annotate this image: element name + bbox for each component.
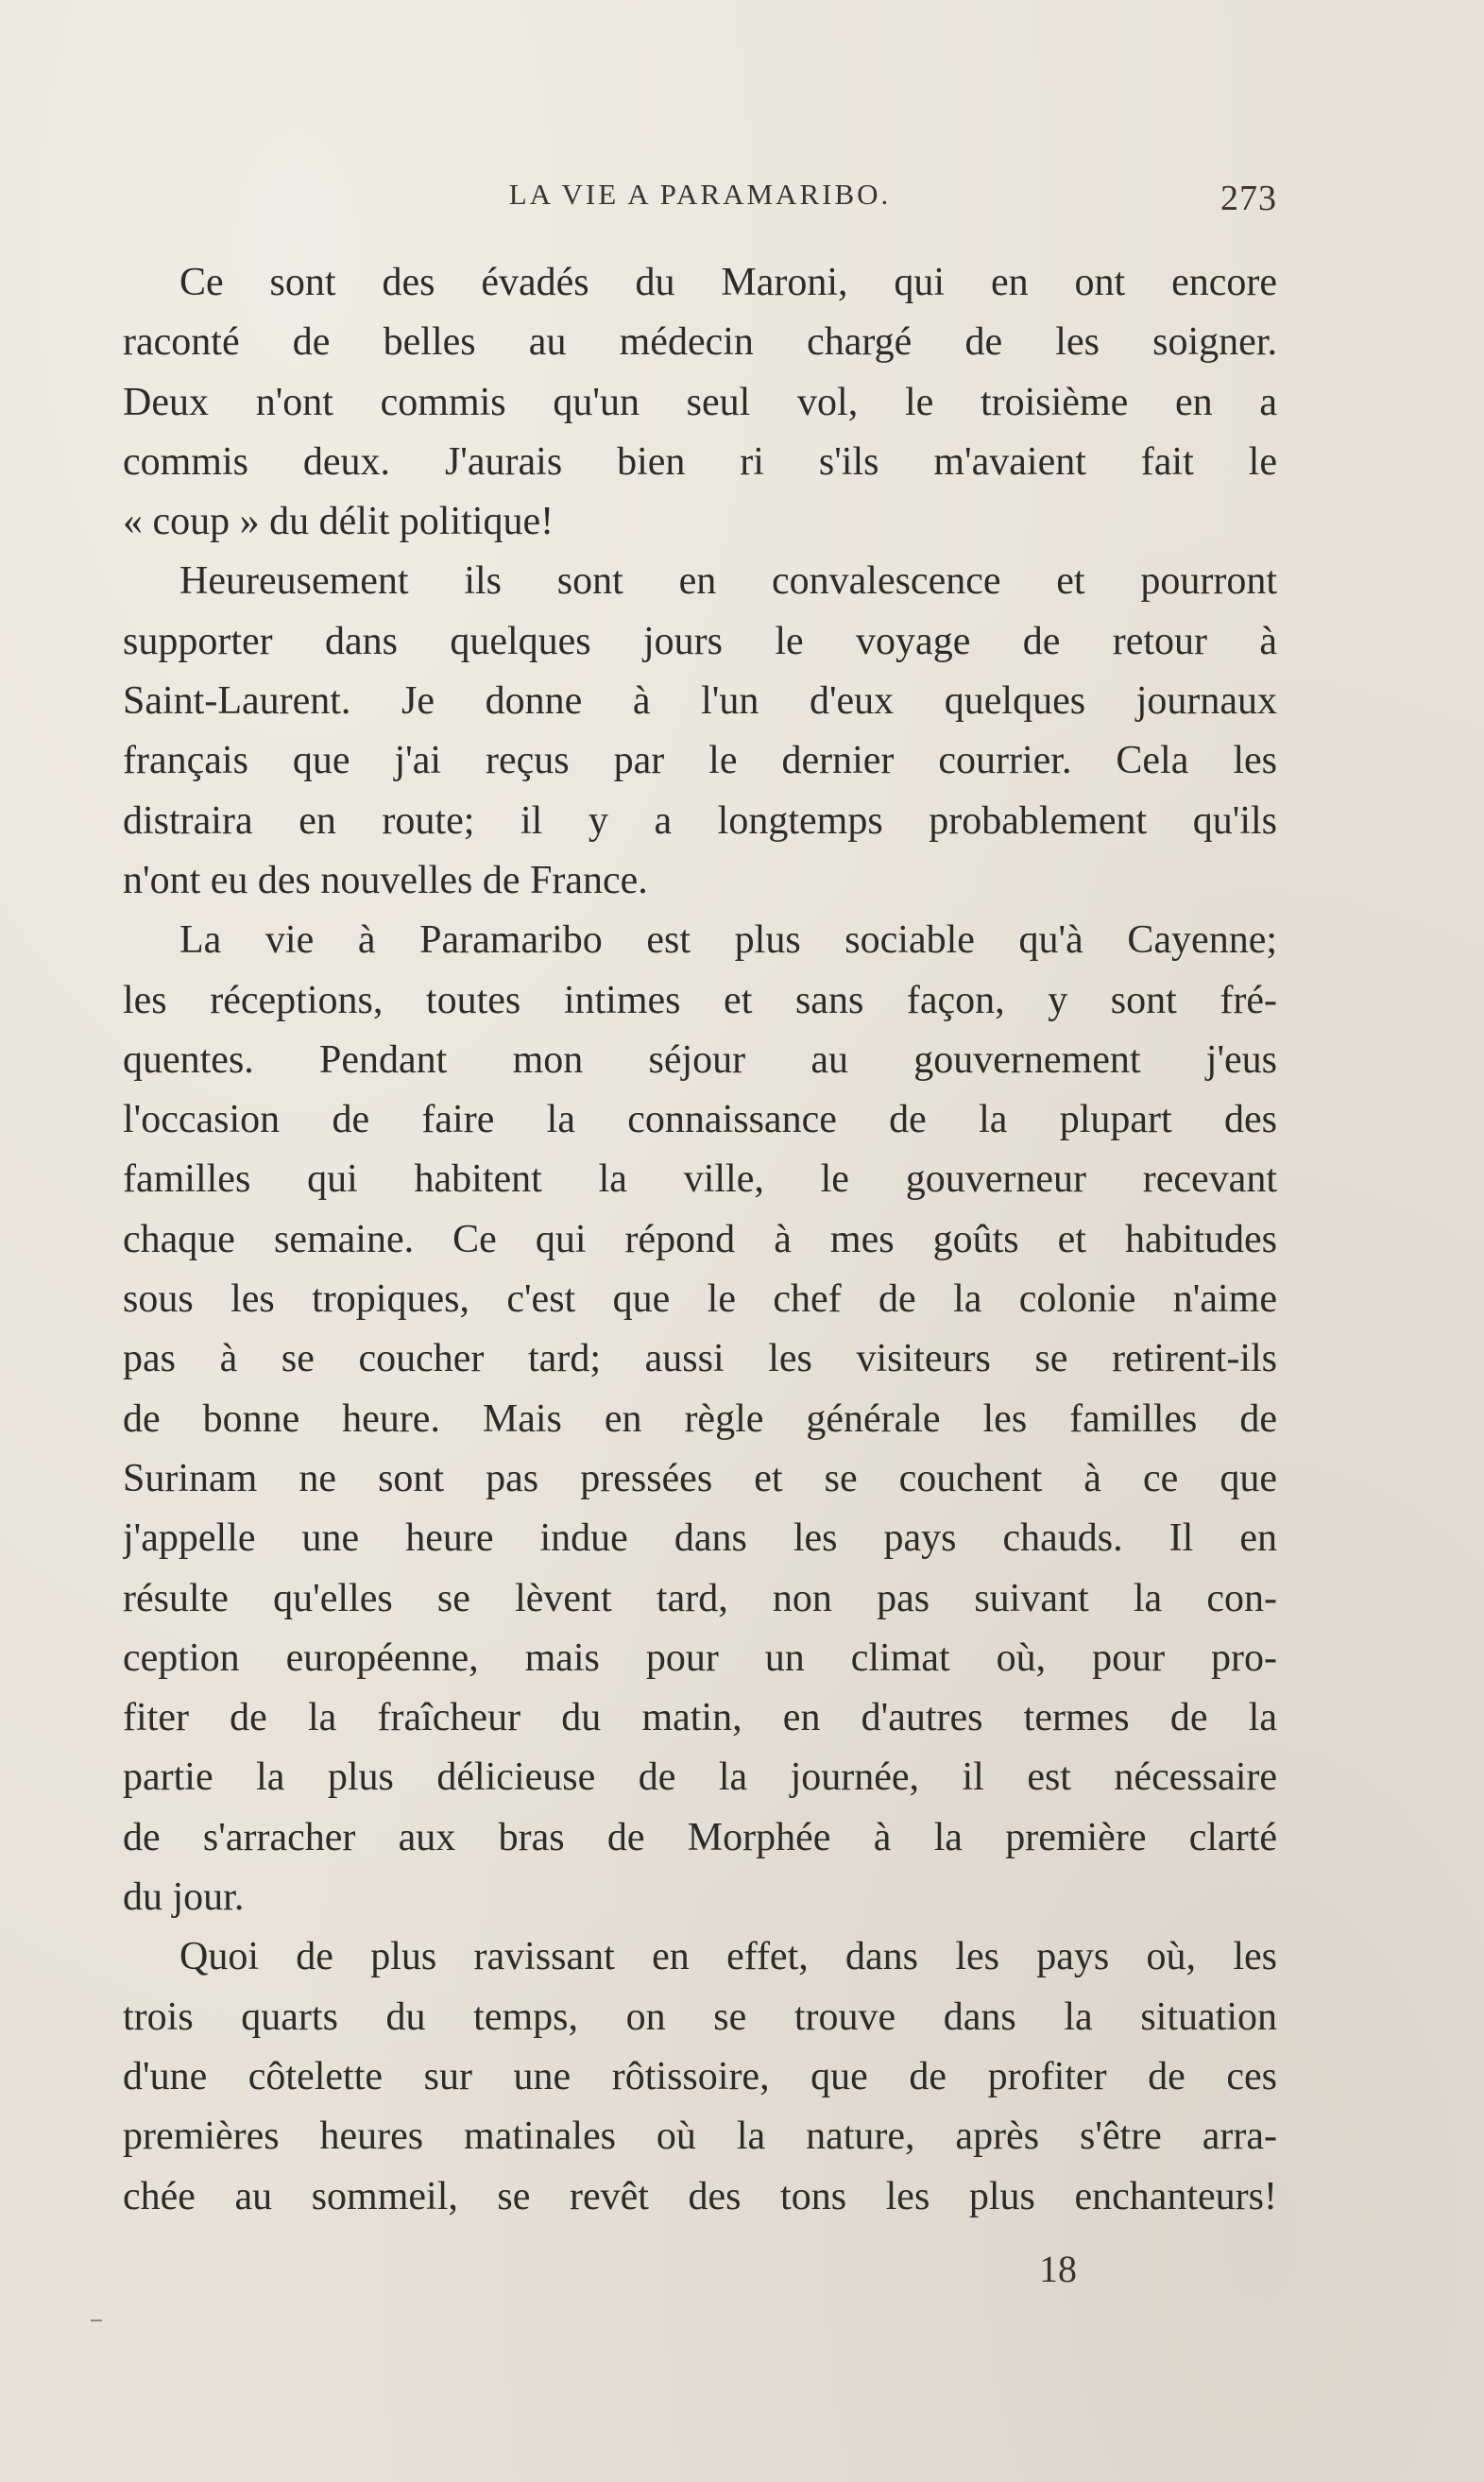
text-line: supporter dans quelques jours le voyage de retour à <box>123 619 1277 663</box>
stray-mark <box>91 2319 102 2321</box>
text-line: d'une côtelette sur une rôtissoire, que de profiter de ces <box>123 2054 1277 2098</box>
text-line: ception européenne, mais pour un climat où, pour pro- <box>123 1635 1277 1680</box>
text-line: sous les tropiques, c'est que le chef de la colonie n'aime <box>123 1277 1277 1322</box>
text-line: familles qui habitent la ville, le gouverneur recevant <box>123 1157 1277 1202</box>
text-line: chée au sommeil, se revêt des tons les plus enchanteurs! <box>123 2174 1277 2218</box>
text-line: chaque semaine. Ce qui répond à mes goûts et habitudes <box>123 1217 1277 1261</box>
text-line: fiter de la fraîcheur du matin, en d'autres termes de la <box>123 1696 1277 1740</box>
text-line: Saint-Laurent. Je donne à l'un d'eux quelques journaux <box>123 679 1277 724</box>
running-head <box>123 178 1277 225</box>
text-line: trois quarts du temps, on se trouve dans la situation <box>123 1994 1277 2039</box>
text-line: pas à se coucher tard; aussi les visiteurs se retirent-ils <box>123 1337 1277 1381</box>
text-line: quentes. Pendant mon séjour au gouvernement j'eus <box>123 1037 1277 1082</box>
signature-mark: 18 <box>1039 2248 1077 2290</box>
text-line: premières heures matinales où la nature, après s'être arra- <box>123 2114 1277 2159</box>
text-line: La vie à Paramaribo est plus sociable qu'à Cayenne; <box>179 918 1277 963</box>
text-line: de s'arracher aux bras de Morphée à la première clarté <box>123 1815 1277 1859</box>
text-line: distraira en route; il y a longtemps probablement qu'ils <box>123 798 1277 843</box>
text-line: Surinam ne sont pas pressées et se couchent à ce que <box>123 1456 1277 1500</box>
text-line: Deux n'ont commis qu'un seul vol, le troisième en a <box>123 380 1277 424</box>
text-line: les réceptions, toutes intimes et sans façon, y sont fré- <box>123 978 1277 1022</box>
text-line: commis deux. J'aurais bien ri s'ils m'avaient fait le <box>123 439 1277 484</box>
body-text <box>123 253 1277 2227</box>
text-line: partie la plus délicieuse de la journée, il est nécessaire <box>123 1755 1277 1800</box>
text-line: de bonne heure. Mais en règle générale les familles de <box>123 1396 1277 1441</box>
text-line: « coup » du délit politique! <box>123 500 554 544</box>
text-line: Ce sont des évadés du Maroni, qui en ont encore <box>179 261 1277 304</box>
text-line: raconté de belles au médecin chargé de les soigner. <box>123 320 1277 365</box>
text-line: l'occasion de faire la connaissance de la plupart des <box>123 1098 1277 1142</box>
text-line: résulte qu'elles se lèvent tard, non pas suivant la con- <box>123 1576 1277 1620</box>
running-title: LA VIE A PARAMARIBO. <box>508 178 892 211</box>
text-line: j'appelle une heure indue dans les pays chauds. Il en <box>123 1516 1277 1561</box>
text-line: français que j'ai reçus par le dernier courrier. Cela les <box>123 739 1277 783</box>
page-number: 273 <box>1220 179 1277 218</box>
text-line: du jour. <box>123 1875 245 1920</box>
text-line: Quoi de plus ravissant en effet, dans les pays où, les <box>179 1935 1277 1979</box>
text-line: n'ont eu des nouvelles de France. <box>123 858 648 902</box>
text-line: Heureusement ils sont en convalescence et pourront <box>179 559 1277 604</box>
